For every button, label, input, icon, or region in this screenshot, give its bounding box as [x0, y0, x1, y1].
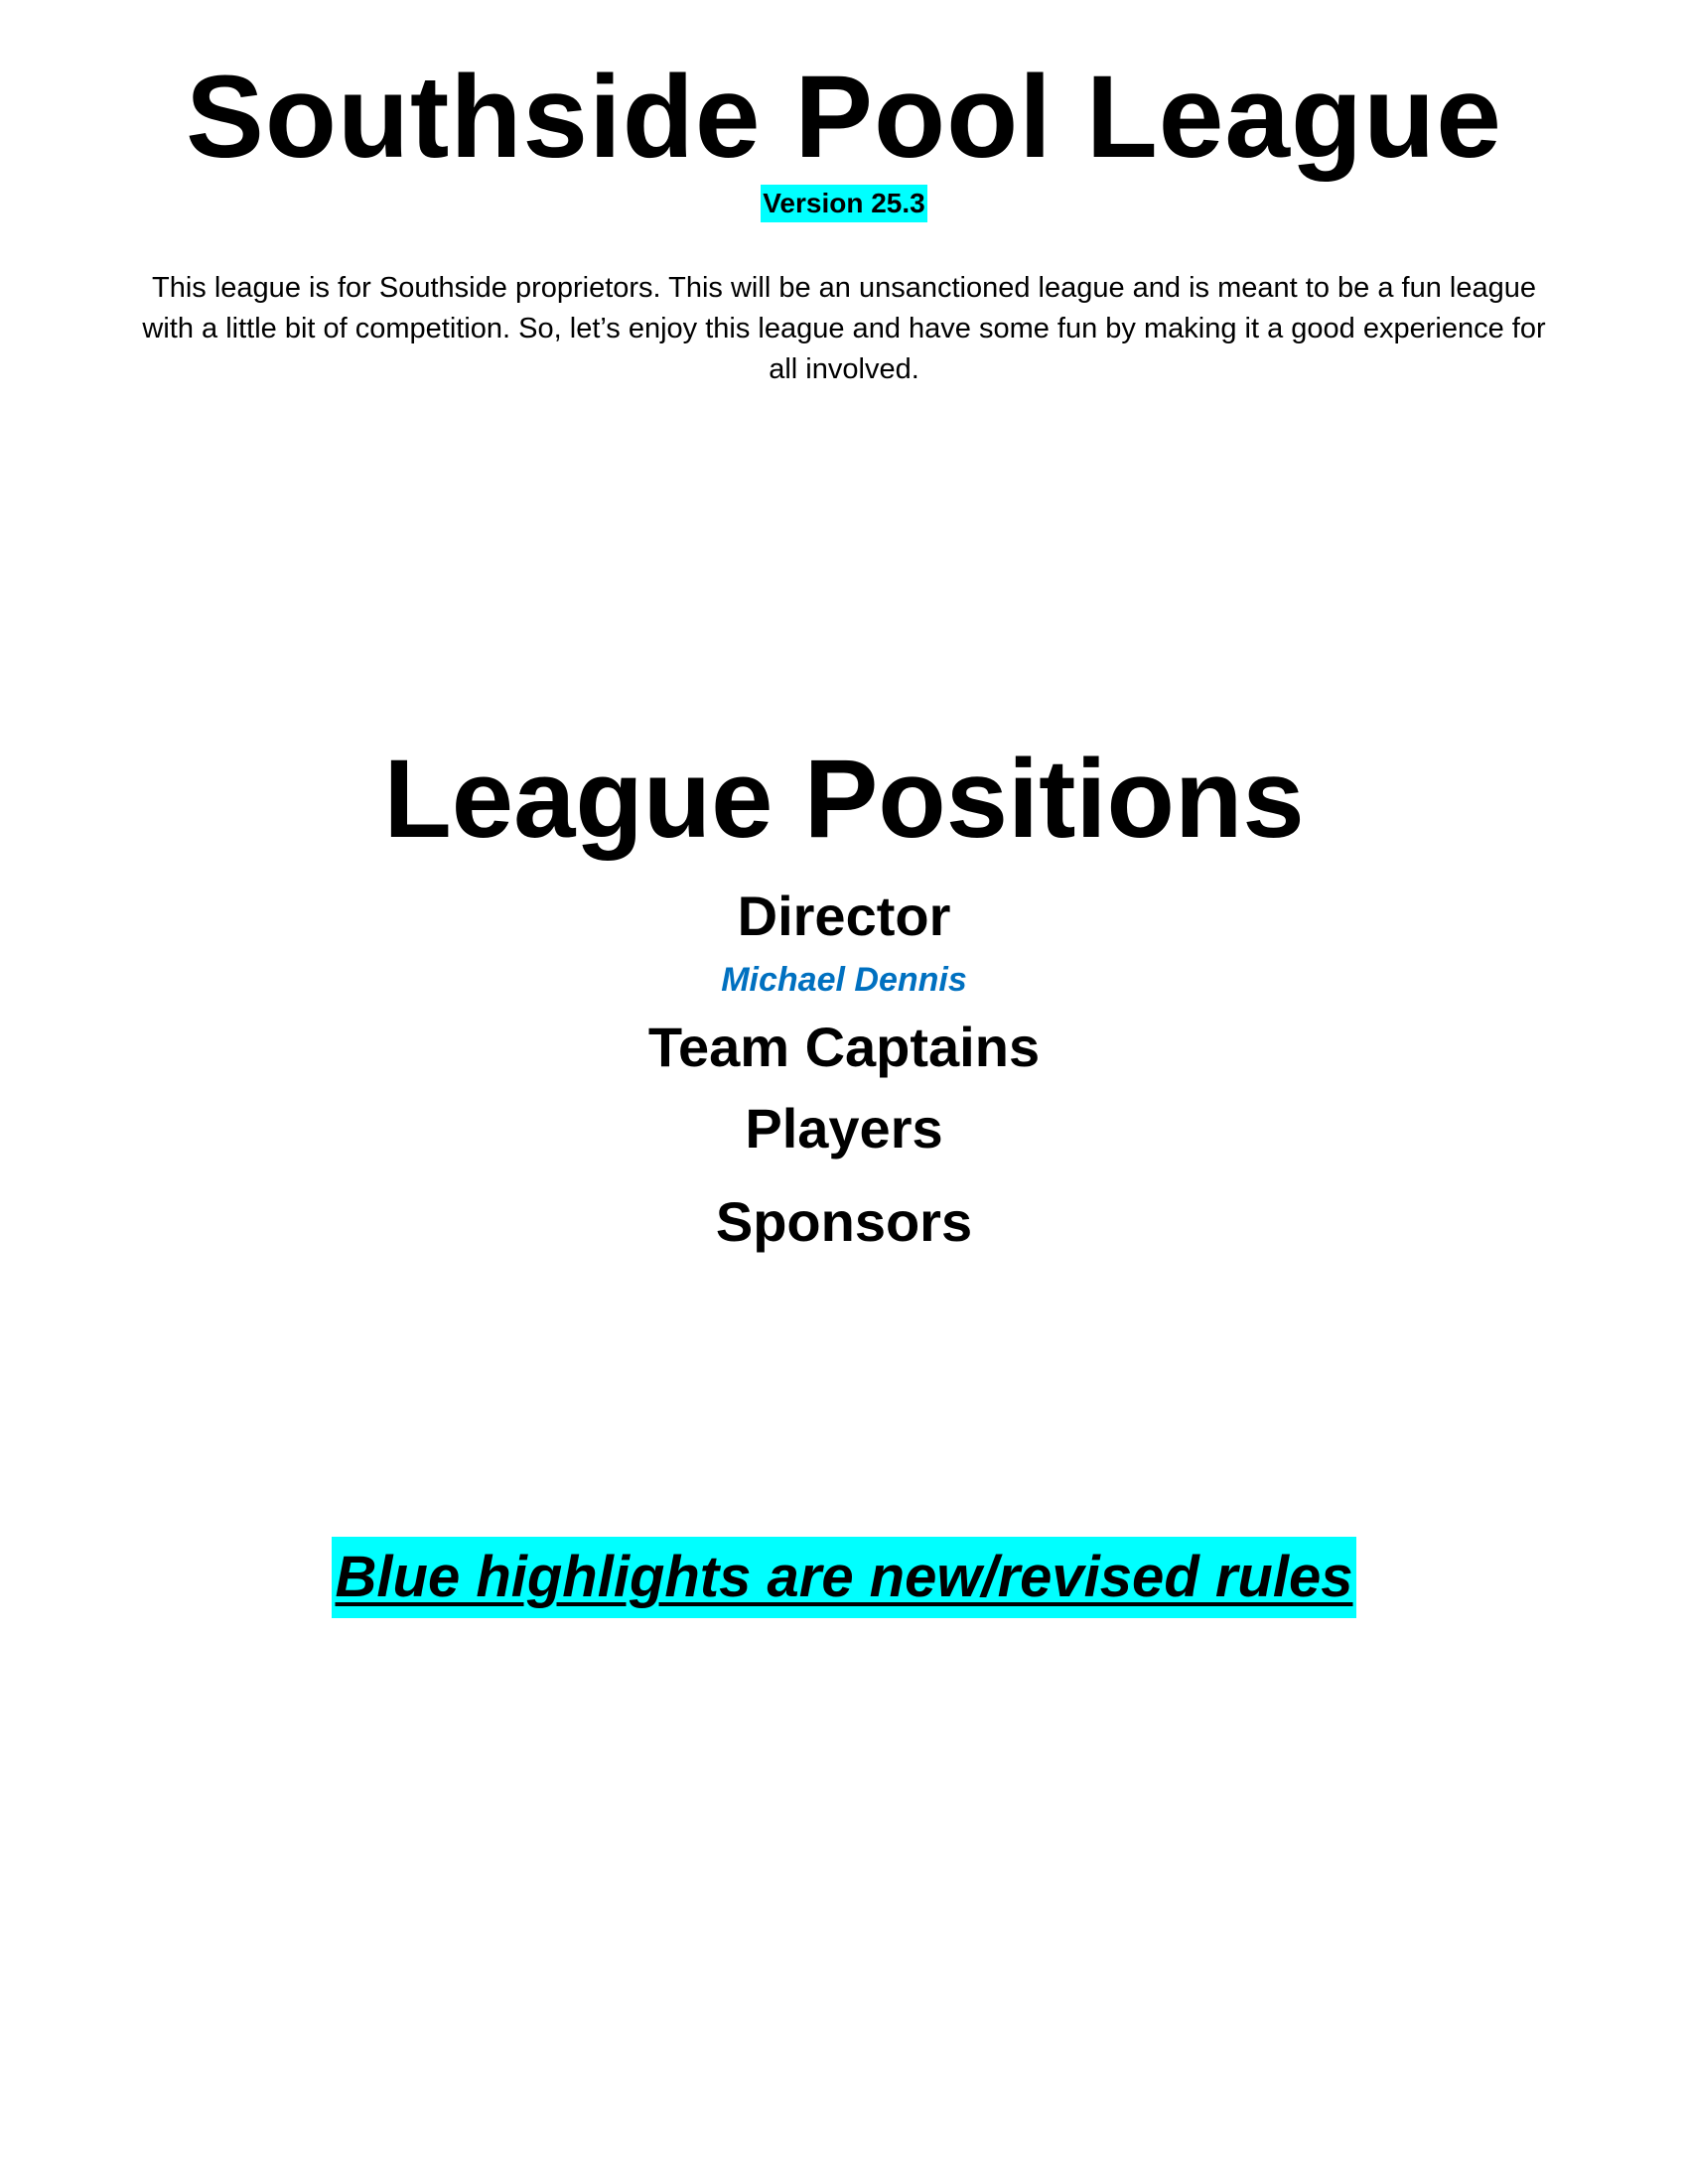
positions-heading: League Positions	[383, 737, 1305, 861]
players-label: Players	[745, 1097, 943, 1160]
sponsors-label: Sponsors	[715, 1190, 973, 1253]
intro-paragraph: This league is for Southside proprietors. This will be an unsanctioned league and is meant to be a fun league with a little bit of competition. So, let’s enjoy this league and have some fun by making it a good experience for all involved.	[142, 272, 1546, 385]
highlight-note: Blue highlights are new/revised rules	[332, 1537, 1357, 1618]
team-captains-label: Team Captains	[647, 1016, 1041, 1078]
director-label: Director	[737, 885, 951, 947]
version-badge: Version 25.3	[761, 185, 926, 222]
highlight-note-line	[0, 1537, 1688, 1634]
document-title: Southside Pool League	[186, 52, 1502, 183]
director-name: Michael Dennis	[721, 961, 967, 999]
version-line	[0, 185, 1688, 228]
